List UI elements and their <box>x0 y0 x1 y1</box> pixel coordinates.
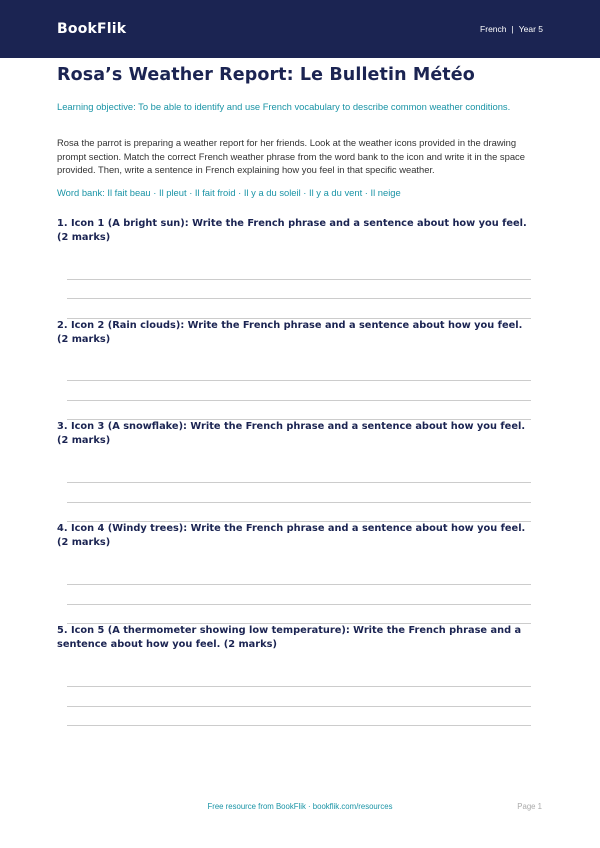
learning-objective: Learning objective: To be able to identify and use French vocabulary to describe common weather conditions. <box>57 101 511 112</box>
answer-line[interactable] <box>67 380 531 381</box>
question-4 <box>57 522 532 550</box>
page-title: Rosa’s Weather Report: Le Bulletin Météo <box>57 65 475 85</box>
instructions: Rosa the parrot is preparing a weather report for her friends. Look at the weather icons provided in the drawing prompt section. Match the correct French weather phrase from the word bank to the icon and write it in the space provided. Then, write a sentence in French explaining how you feel in that specific weather. <box>57 137 525 175</box>
question-text: 1. Icon 1 (A bright sun): Write the French phrase and a sentence about how you feel. (2 marks) <box>57 218 527 243</box>
page-number: Page 1 <box>517 802 542 811</box>
question-3 <box>57 420 532 448</box>
answer-line[interactable] <box>67 686 531 687</box>
answer-line[interactable] <box>67 400 531 401</box>
answer-line[interactable] <box>67 584 531 585</box>
answer-line[interactable] <box>67 502 531 503</box>
question-text: 4. Icon 4 (Windy trees): Write the French phrase and a sentence about how you feel. (2 marks) <box>57 523 526 548</box>
brand-logo: BookFlik <box>57 21 127 37</box>
question-text: 2. Icon 2 (Rain clouds): Write the French phrase and a sentence about how you feel. (2 marks) <box>57 320 523 345</box>
header-separator: | <box>511 24 514 34</box>
question-1 <box>57 217 532 245</box>
answer-line[interactable] <box>67 706 531 707</box>
question-text: 3. Icon 3 (A snowflake): Write the French phrase and a sentence about how you feel. (2 marks) <box>57 421 526 446</box>
subject-label: French <box>480 24 507 34</box>
subject-year-label <box>480 24 543 34</box>
answer-line[interactable] <box>67 604 531 605</box>
header-bar <box>0 0 600 58</box>
question-5 <box>57 624 532 652</box>
answer-line[interactable] <box>67 298 531 299</box>
word-bank: Word bank: Il fait beau · Il pleut · Il fait froid · Il y a du soleil · Il y a du vent · Il neige <box>57 187 401 198</box>
answer-line[interactable] <box>67 482 531 483</box>
year-label: Year 5 <box>518 24 543 34</box>
answer-line[interactable] <box>67 725 531 726</box>
footer-link[interactable]: Free resource from BookFlik · bookflik.com/resources <box>207 802 393 811</box>
answer-line[interactable] <box>67 279 531 280</box>
question-2 <box>57 319 532 347</box>
question-text: 5. Icon 5 (A thermometer showing low temperature): Write the French phrase and a sentence about how you feel. (2 marks) <box>57 625 522 650</box>
